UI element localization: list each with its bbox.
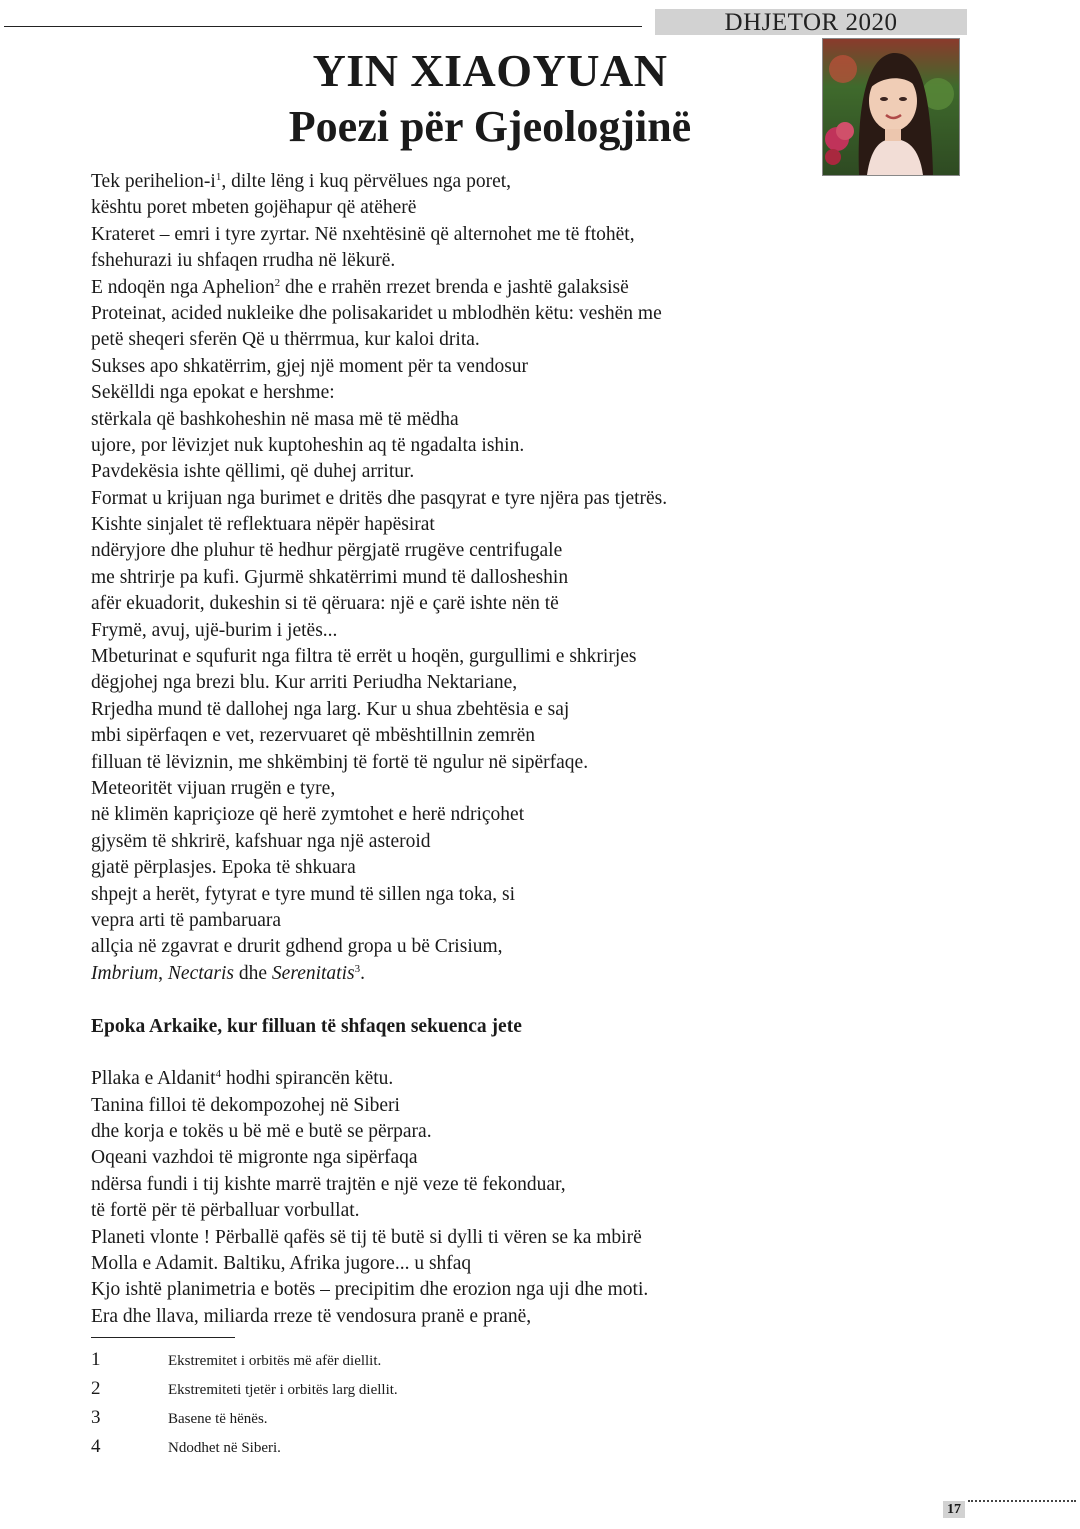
poem-line (91, 1251, 791, 1277)
poem-line (91, 538, 791, 564)
poem-stanza-1 (91, 169, 791, 987)
footnote-text: Ekstremiteti tjetër i orbitës larg diellit. (168, 1382, 398, 1398)
poem-line (91, 407, 791, 433)
line-text: Kjo ishtë planimetria e botës – precipitim dhe erozion nga uji dhe moti. (91, 1279, 649, 1301)
page-number: 17 (943, 1501, 965, 1518)
footnote-number: 2 (91, 1378, 101, 1399)
footnote-text: Ekstremitet i orbitës më afër diellit. (168, 1353, 382, 1369)
line-text: gjysëm të shkrirë, kafshuar nga një asteroid (91, 830, 431, 852)
poem-line (91, 961, 791, 987)
page-number-leader (968, 1500, 1076, 1502)
line-text: Meteoritët vijuan rrugën e tyre, (91, 777, 336, 799)
poem-line (91, 1145, 791, 1171)
line-text: Sekëlldi nga epokat e hershme: (91, 382, 335, 404)
footnote-item (91, 1406, 591, 1435)
poem-line (91, 512, 791, 538)
poem-line (91, 1304, 791, 1330)
poem-line (91, 1066, 791, 1092)
footnote-number: 3 (91, 1407, 101, 1428)
header-rule (4, 26, 642, 27)
poem-line (91, 1119, 791, 1145)
author-name: YIN XIAOYUAN (312, 45, 668, 96)
line-text: në klimën kapriçioze që herë zymtohet e herë ndriçohet (91, 804, 525, 826)
author-portrait-image (823, 39, 959, 175)
poem-line (91, 882, 791, 908)
poem-line (91, 1198, 791, 1224)
line-text: Krateret – emri i tyre zyrtar. Në nxehtësinë që alternohet me të ftohët, (91, 223, 635, 245)
line-text: Frymë, avuj, ujë-burim i jetës... (91, 619, 338, 641)
poem-line (91, 565, 791, 591)
poem-line (91, 433, 791, 459)
poem-line (91, 644, 791, 670)
poem-line (91, 195, 791, 221)
footnote-text: Basene të hënës. (168, 1411, 268, 1427)
poem-line (91, 697, 791, 723)
footnote-marker: 3 (354, 962, 361, 975)
poem-line (91, 380, 791, 406)
poem-line (91, 1093, 791, 1119)
line-text: Proteinat, acided nukleike dhe polisakaridet u mblodhën këtu: veshën me (91, 302, 662, 324)
footnote-rule (91, 1337, 235, 1338)
stanza-spacer (91, 987, 791, 1013)
stanza-spacer (91, 1040, 791, 1066)
italic-text: Imbrium (91, 962, 159, 984)
line-text: fshehurazi iu shfaqen rrudha në lëkurë. (91, 250, 396, 272)
footnote-marker: 1 (215, 171, 222, 183)
issue-date: DHJETOR 2020 (655, 9, 967, 35)
line-text: Sukses apo shkatërrim, gjej një moment për ta vendosur (91, 355, 529, 377)
line-text: kështu poret mbeten gojëhapur që atëherë (91, 197, 417, 219)
line-text: , (158, 962, 168, 984)
line-text: ujore, por lëvizjet nuk kuptoheshin aq të ngadalta ishin. (91, 434, 525, 456)
poem-line (91, 222, 791, 248)
line-text: dhe e rrahën rrezet brenda e jashtë galaksisë (280, 276, 629, 298)
line-text: filluan të lëviznin, me shkëmbinj të fortë të ngulur në sipërfaqe. (91, 751, 589, 773)
poem-line (91, 670, 791, 696)
poem-body (91, 169, 791, 1330)
poem-line (91, 802, 791, 828)
line-text: Pavdekësia ishte qëllimi, që duhej arritur. (91, 461, 415, 483)
footnote-number: 4 (91, 1436, 101, 1457)
footnote-marker: 4 (215, 1068, 222, 1081)
line-text: ndërsa fundi i tij kishte marrë trajtën e një veze të fekonduar, (91, 1173, 566, 1195)
poem-line (91, 908, 791, 934)
poem-line (91, 776, 791, 802)
poem-line (91, 591, 791, 617)
poem-subheading: Epoka Arkaike, kur filluan të shfaqen sekuenca jete (91, 1015, 522, 1037)
line-text: Kishte sinjalet të reflektuara nëpër hapësirat (91, 514, 435, 536)
author-photo (822, 38, 960, 176)
poem-line (91, 486, 791, 512)
line-text: Oqeani vazhdoi të migronte nga sipërfaqa (91, 1147, 418, 1169)
footnote-item (91, 1348, 591, 1377)
footnotes (91, 1348, 591, 1464)
line-text: allçia në zgavrat e drurit gdhend gropa u bë Crisium, (91, 936, 503, 958)
line-text: shpejt a herët, fytyrat e tyre mund të sillen nga toka, si (91, 883, 516, 905)
line-text: Format u krijuan nga burimet e dritës dhe pasqyrat e tyre njëra pas tjetrës. (91, 487, 668, 509)
line-text: E ndoqën nga Aphelion (91, 276, 275, 298)
line-text: Pllaka e Aldanit (91, 1068, 216, 1090)
poem-line (91, 327, 791, 353)
line-text: Tanina filloi të dekompozohej në Siberi (91, 1094, 400, 1116)
poem-line (91, 459, 791, 485)
footnote-item (91, 1377, 591, 1406)
line-text: dëgjohej nga brezi blu. Kur arriti Periudha Nektariane, (91, 672, 518, 694)
poem-line (91, 723, 791, 749)
footnote-text: Ndodhet në Siberi. (168, 1440, 281, 1456)
line-text: . (360, 962, 365, 984)
poem-line (91, 1277, 791, 1303)
poem-line (91, 169, 791, 195)
line-text: Rrjedha mund të dallohej nga larg. Kur u shua zbehtësia e saj (91, 698, 570, 720)
line-text: stërkala që bashkoheshin në masa më të mëdha (91, 408, 459, 430)
line-text: Tek perihelion-i (91, 171, 216, 192)
line-text: të fortë për të përballuar vorbullat. (91, 1200, 360, 1222)
line-text: vepra arti të pambaruara (91, 909, 282, 931)
line-text: , dilte lëng i kuq përvëlues nga poret, (221, 171, 512, 192)
poem-title: Poezi për Gjeologjinë (288, 102, 692, 151)
italic-text: Nectaris (167, 962, 235, 984)
poem-line (91, 275, 791, 301)
poem-line (91, 618, 791, 644)
poem-line (91, 301, 791, 327)
poem-line (91, 855, 791, 881)
poem-line (91, 750, 791, 776)
line-text: dhe (234, 962, 272, 984)
italic-text: Serenitatis (271, 962, 355, 984)
poem-line (91, 829, 791, 855)
footnote-marker: 2 (274, 276, 281, 289)
poem-line (91, 248, 791, 274)
line-text: hodhi spirancën këtu. (221, 1068, 394, 1090)
line-text: Molla e Adamit. Baltiku, Afrika jugore... u shfaq (91, 1253, 472, 1275)
footnote-item (91, 1435, 591, 1464)
line-text: gjatë përplasjes. Epoka të shkuara (91, 857, 356, 879)
poem-line (91, 354, 791, 380)
line-text: Mbeturinat e squfurit nga filtra të errët u hoqën, gurgullimi e shkrirjes (91, 646, 637, 668)
line-text: Era dhe llava, miliarda rreze të vendosura pranë e pranë, (91, 1305, 532, 1327)
line-text: Planeti vlonte ! Përballë qafës së tij të butë si dylli ti vëren se ka mbirë (91, 1226, 642, 1248)
poem-line (91, 934, 791, 960)
line-text: petë sheqeri sferën Që u thërrmua, kur kaloi drita. (91, 329, 480, 351)
footnote-number: 1 (91, 1349, 101, 1370)
line-text: me shtrirje pa kufi. Gjurmë shkatërrimi mund të dallosheshin (91, 566, 569, 588)
poem-line (91, 1225, 791, 1251)
line-text: dhe korja e tokës u bë më e butë se përpara. (91, 1121, 432, 1143)
poem-line (91, 1172, 791, 1198)
line-text: ndëryjore dhe pluhur të hedhur përgjatë rrugëve centrifugale (91, 540, 563, 562)
line-text: mbi sipërfaqen e vet, rezervuaret që mbështillnin zemrën (91, 725, 535, 747)
poem-stanza-2 (91, 1066, 791, 1330)
line-text: afër ekuadorit, dukeshin si të qëruara: një e çarë ishte nën të (91, 593, 559, 615)
